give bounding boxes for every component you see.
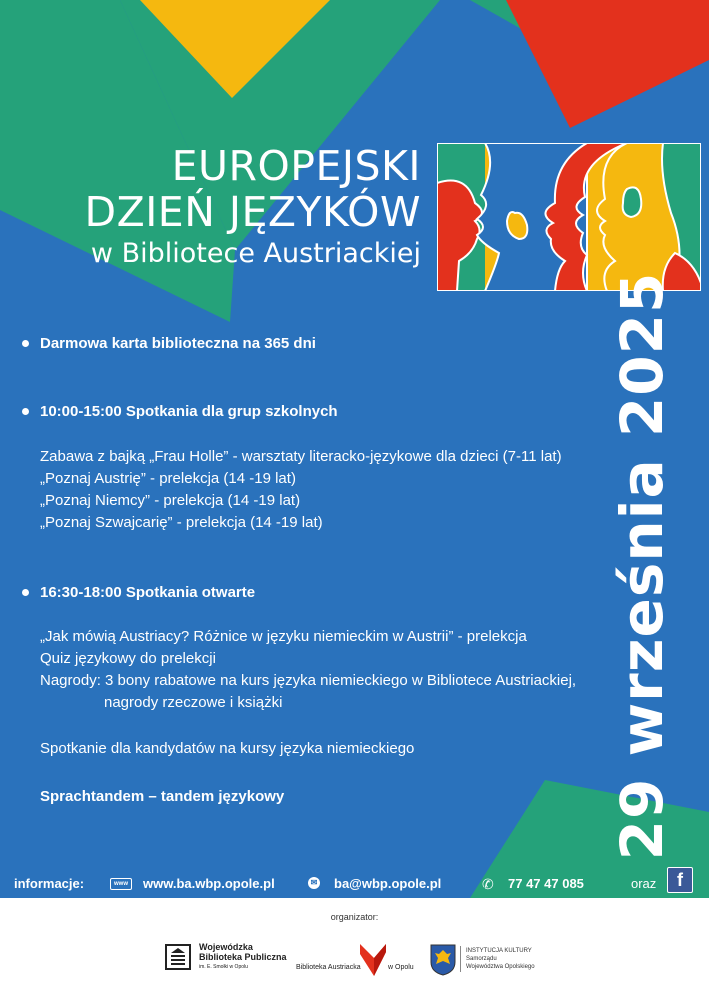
sprachtandem: Sprachtandem – tandem językowy [40, 788, 285, 805]
inst-line-2: Samorządu [466, 956, 497, 962]
bullet-icon [22, 589, 29, 596]
school-line-3: „Poznaj Niemcy” - prelekcja (14 -19 lat) [40, 492, 301, 509]
school-line-1: Zabawa z bajką „Frau Holle” - warsztaty literacko-językowe dla dzieci (7-11 lat) [40, 448, 562, 465]
inst-line-3: Województwa Opolskiego [466, 964, 535, 970]
wbp-book-icon [165, 944, 191, 970]
poster-title [85, 143, 421, 271]
candidates-meeting: Spotkanie dla kandydatów na kursy języka niemieckiego [40, 740, 415, 757]
email-icon: ✉ [308, 877, 320, 889]
open-line-2: Quiz językowy do prelekcji [40, 650, 216, 667]
ba-city: w Opolu [388, 964, 414, 971]
red-shape-top-right [506, 0, 709, 128]
school-line-2: „Poznaj Austrię” - prelekcja (14 -19 lat) [40, 470, 296, 487]
open-line-4: nagrody rzeczowe i książki [104, 694, 283, 711]
bullet-icon [22, 408, 29, 415]
bullet-icon [22, 340, 29, 347]
email-link[interactable]: ba@wbp.opole.pl [334, 876, 442, 891]
ba-name: Biblioteka Austriacka [296, 964, 361, 971]
program-item-free-card: Darmowa karta biblioteczna na 365 dni [40, 335, 316, 352]
open-line-1: „Jak mówią Austriacy? Różnice w języku niemieckim w Austrii” - prelekcja [40, 628, 527, 645]
title-line-3: w Bibliotece Austriackiej [90, 238, 421, 269]
divider [460, 946, 461, 972]
phone-number: 77 47 47 085 [508, 876, 584, 891]
oraz-label: oraz [631, 876, 657, 891]
school-line-4: „Poznaj Szwajcarię” - prelekcja (14 -19 lat) [40, 514, 323, 531]
program-item-school-meetings: 10:00-15:00 Spotkania dla grup szkolnych [40, 403, 338, 420]
title-line-2: DZIEŃ JĘZYKÓW [84, 188, 421, 236]
program-item-open-meetings: 16:30-18:00 Spotkania otwarte [40, 584, 256, 601]
www-icon: www [110, 878, 132, 890]
edl-logo-art [437, 143, 701, 291]
facebook-icon[interactable]: f [667, 867, 693, 893]
wbp-name-line-2: Biblioteka Publiczna [199, 952, 287, 962]
coat-of-arms-icon [430, 944, 456, 976]
info-label: informacje: [14, 876, 85, 891]
inst-line-1: INSTYTUCJA KULTURY [466, 948, 532, 954]
phone-icon: ✆ [482, 876, 494, 892]
info-bar [0, 870, 709, 898]
ba-arrow-icon [358, 944, 388, 976]
biblioteka-austriacka-logo [296, 944, 426, 978]
organizer-label: organizator: [330, 912, 379, 922]
profiles-icon [437, 143, 701, 291]
open-line-3: Nagrody: 3 bony rabatowe na kurs języka niemieckiego w Bibliotece Austriackiej, [40, 672, 577, 689]
event-date: 29 września 2025 [608, 271, 676, 861]
website-link[interactable]: www.ba.wbp.opole.pl [143, 876, 275, 891]
wbp-name-line-1: Wojewódzka [199, 942, 253, 952]
wbp-name-line-3: im. E. Smołki w Opolu [199, 964, 248, 970]
title-line-1: EUROPEJSKI [171, 142, 421, 190]
